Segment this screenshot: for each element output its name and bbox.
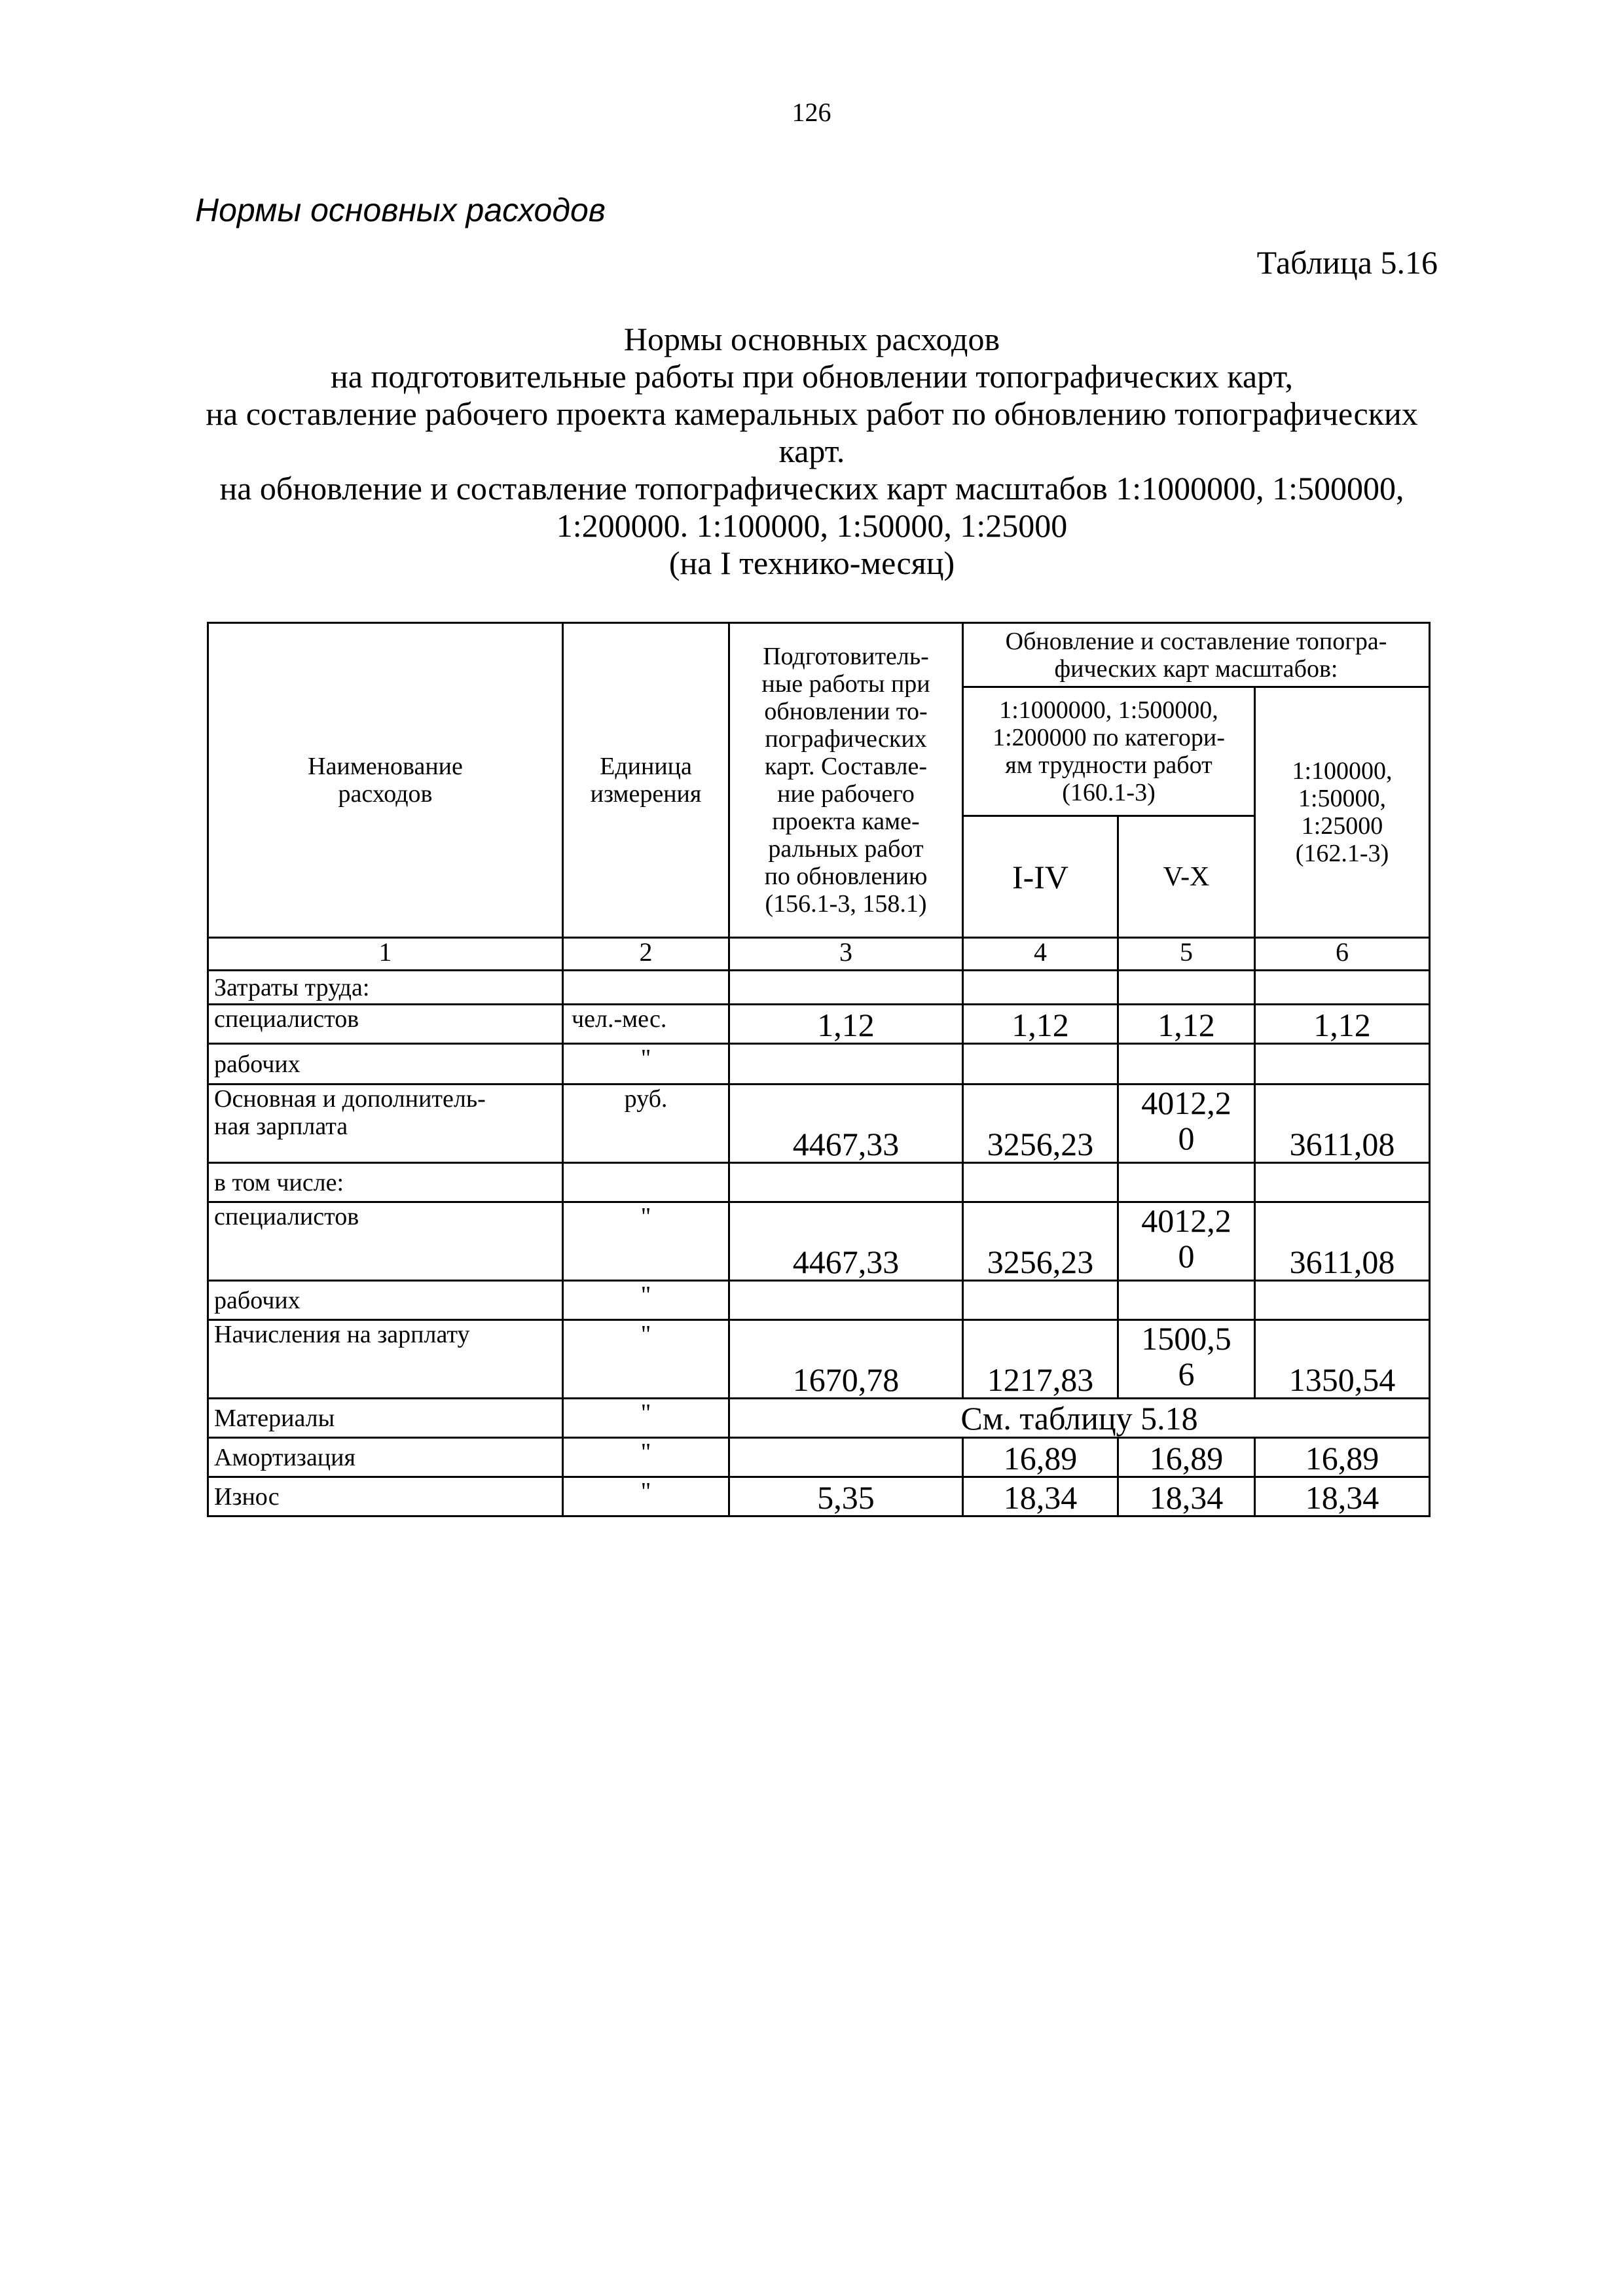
value-cell: 1350,54 — [1255, 1320, 1430, 1399]
expense-name: в том числе: — [208, 1163, 563, 1202]
materials-reference: См. таблицу 5.18 — [729, 1399, 1430, 1438]
unit: чел.-мес. — [563, 1005, 729, 1044]
header-row — [208, 623, 1430, 687]
value-cell: 4012,2 0 — [1118, 1085, 1255, 1163]
value-cell: 3611,08 — [1255, 1202, 1430, 1281]
column-number: 5 — [1118, 938, 1255, 971]
value-cell: 3611,08 — [1255, 1085, 1430, 1163]
column-number: 6 — [1255, 938, 1430, 971]
header-large-scales: 1:100000, 1:50000, 1:25000 (162.1-3) — [1255, 687, 1430, 938]
table-row — [208, 1044, 1430, 1085]
value-cell: 4467,33 — [729, 1202, 963, 1281]
norms-table — [207, 622, 1431, 1517]
value-cell: 3256,23 — [963, 1085, 1118, 1163]
unit: " — [563, 1438, 729, 1477]
value-cell: 1,12 — [963, 1005, 1118, 1044]
title-line: карт. — [778, 433, 845, 469]
title-line: на обновление и составление топографических карт масштабов 1:1000000, 1:500000, — [219, 470, 1404, 507]
expense-name: Амортизация — [208, 1438, 563, 1477]
unit: " — [563, 1399, 729, 1438]
value-cell: 18,34 — [1118, 1477, 1255, 1516]
header-update-group: Обновление и составление топогра- фических карт масштабов: — [963, 623, 1430, 687]
title-line: на составление рабочего проекта камеральных работ по обновлению топографических — [206, 395, 1418, 432]
table-row — [208, 971, 1430, 1005]
value-cell: 18,34 — [1255, 1477, 1430, 1516]
table-number: Таблица 5.16 — [1256, 244, 1438, 281]
title-line: Нормы основных расходов — [623, 321, 1000, 357]
title-line: (на I технико-месяц) — [668, 545, 955, 581]
value-cell: 16,89 — [963, 1438, 1118, 1477]
table-row — [208, 1281, 1430, 1320]
value-cell: 4467,33 — [729, 1085, 963, 1163]
expense-name: Основная и дополнитель- ная зарплата — [208, 1085, 563, 1163]
column-number-row — [208, 938, 1430, 971]
value-cell: 16,89 — [1118, 1438, 1255, 1477]
expense-name: рабочих — [208, 1044, 563, 1085]
expense-name: рабочих — [208, 1281, 563, 1320]
expense-name: Материалы — [208, 1399, 563, 1438]
unit: " — [563, 1320, 729, 1399]
value-cell: 1500,5 6 — [1118, 1320, 1255, 1399]
table-row — [208, 1399, 1430, 1438]
value-cell: 4012,2 0 — [1118, 1202, 1255, 1281]
title-line: на подготовительные работы при обновлении топографических карт, — [331, 358, 1293, 395]
header-small-scales: 1:1000000, 1:500000, 1:200000 по категори- ям трудности работ (160.1-3) — [963, 687, 1255, 816]
column-number: 3 — [729, 938, 963, 971]
value-cell: 16,89 — [1255, 1438, 1430, 1477]
value-cell: 3256,23 — [963, 1202, 1118, 1281]
expense-name: Начисления на зарплату — [208, 1320, 563, 1399]
expense-name: специалистов — [208, 1005, 563, 1044]
table-row — [208, 1438, 1430, 1477]
unit: " — [563, 1202, 729, 1281]
header-unit: Единица измерения — [563, 623, 729, 938]
table-row — [208, 1320, 1430, 1399]
header-category-1-4: I-IV — [963, 816, 1118, 938]
table-row — [208, 1163, 1430, 1202]
table-row — [208, 1477, 1430, 1516]
table-title — [190, 321, 1434, 582]
unit: руб. — [563, 1085, 729, 1163]
unit: " — [563, 1044, 729, 1085]
column-number: 2 — [563, 938, 729, 971]
table-row — [208, 1005, 1430, 1044]
value-cell: 5,35 — [729, 1477, 963, 1516]
page-number: 126 — [792, 98, 831, 127]
title-line: 1:200000. 1:100000, 1:50000, 1:25000 — [556, 507, 1068, 544]
value-cell: 18,34 — [963, 1477, 1118, 1516]
value-cell: 1217,83 — [963, 1320, 1118, 1399]
section-heading: Нормы основных расходов — [195, 192, 606, 228]
header-expense-name: Наименование расходов — [208, 623, 563, 938]
unit: " — [563, 1477, 729, 1516]
column-number: 1 — [208, 938, 563, 971]
column-number: 4 — [963, 938, 1118, 971]
header-preparatory-works: Подготовитель- ные работы при обновлении то- пографических карт. Составле- ние рабочего проекта каме- ральных работ по обновлению (156.1-3, 158.1) — [729, 623, 963, 938]
value-cell: 1,12 — [1255, 1005, 1430, 1044]
header-category-5-10: V-X — [1118, 816, 1255, 938]
value-cell: 1670,78 — [729, 1320, 963, 1399]
expense-name: Затраты труда: — [208, 971, 563, 1005]
table-row — [208, 1085, 1430, 1163]
unit: " — [563, 1281, 729, 1320]
expense-name: Износ — [208, 1477, 563, 1516]
value-cell: 1,12 — [1118, 1005, 1255, 1044]
table-row — [208, 1202, 1430, 1281]
value-cell: 1,12 — [729, 1005, 963, 1044]
expense-name: специалистов — [208, 1202, 563, 1281]
